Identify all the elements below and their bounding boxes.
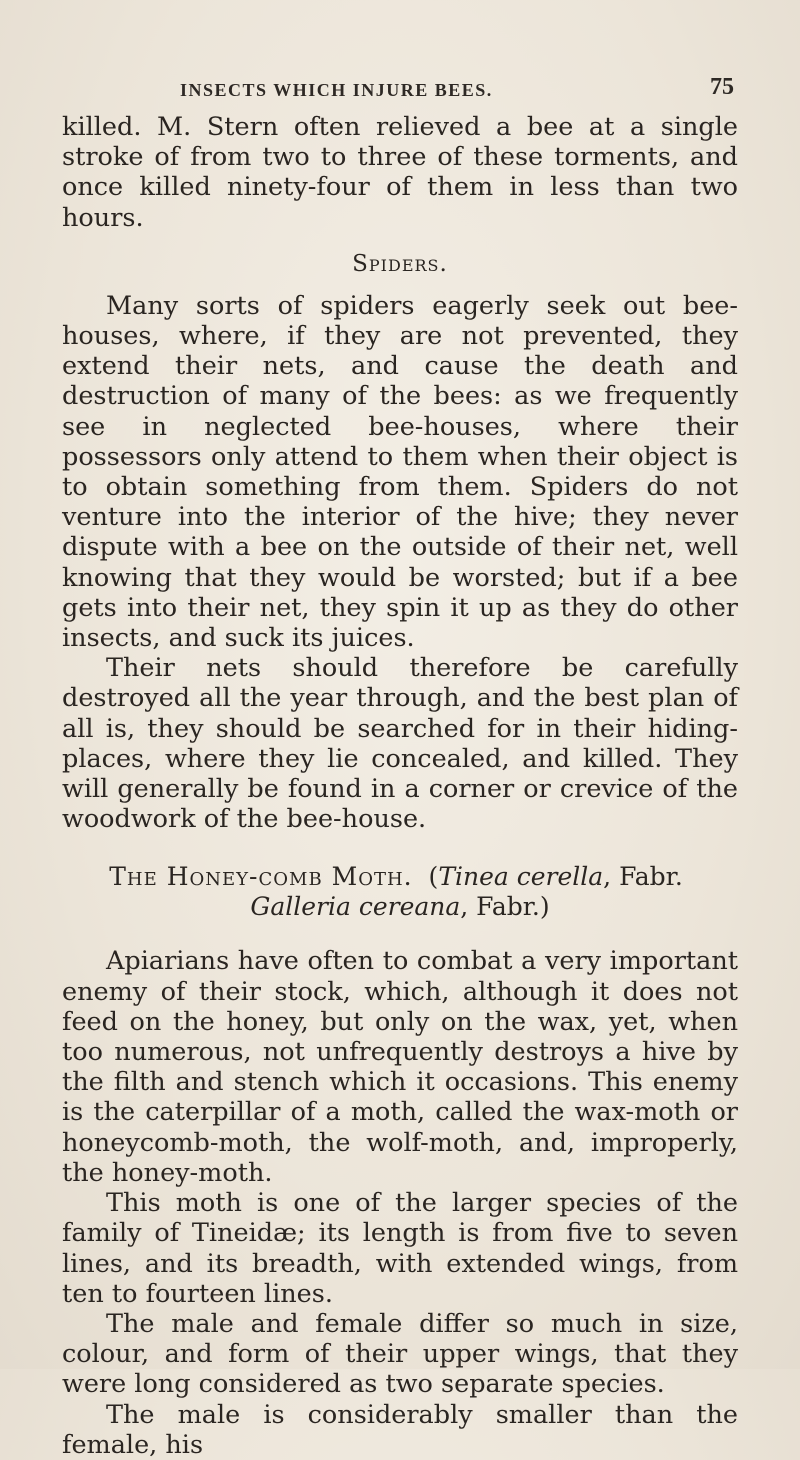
section-heading-spiders: Spiders. bbox=[352, 250, 448, 277]
running-header bbox=[62, 72, 738, 112]
moth-paragraph-2: This moth is one of the larger species of the family of Tineidæ; its length is from five to seven lines, and its breadth, with extended wings, from ten to fourteen lines. bbox=[62, 1188, 738, 1309]
spiders-paragraph-1: Many sorts of spiders eagerly seek out bee-houses, where, if they are not prevented, they extend their nets, and cause the death and destruction of many of the bees: as we frequently see in neglected bee-houses, where their possessors only attend to them when their object is to obtain something from them. Spiders do not venture into the interior of the hive; they never dispute with a bee on the outside of their net, well knowing that they would be worsted; but if a bee gets into their net, they spin it up as they do other insects, and suck its juices. bbox=[62, 290, 738, 654]
moth-heading-authority-2: , Fabr.) bbox=[460, 892, 550, 922]
moth-heading-open-paren: ( bbox=[428, 862, 439, 892]
moth-paragraph-3: The male and female differ so much in size, colour, and form of their upper wings, that they were long considered as two separate species. bbox=[62, 1308, 738, 1400]
moth-paragraph-4: The male is considerably smaller than the female, his bbox=[62, 1399, 738, 1460]
page-number: 75 bbox=[710, 74, 734, 100]
moth-heading-authority-1: , Fabr. bbox=[603, 862, 683, 892]
section-heading-moth bbox=[62, 862, 738, 922]
moth-heading-latin-2: Galleria cereana bbox=[250, 892, 461, 922]
continued-paragraph: killed. M. Stern often relieved a bee at a single stroke of from two to three of these torments, and once killed ninety-four of them in less than two hours. bbox=[62, 112, 738, 233]
moth-heading-title: The Honey-comb Moth. bbox=[109, 862, 413, 892]
moth-paragraph-1: Apiarians have often to combat a very important enemy of their stock, which, although it does not feed on the honey, but only on the wax, yet, when too numerous, not unfrequently destroys a hive by the filth and stench which it occasions. This enemy is the caterpillar of a moth, called the wax-moth or honeycomb-moth, the wolf-moth, and, improperly, the honey-moth. bbox=[62, 946, 738, 1188]
spiders-paragraph-2: Their nets should therefore be carefully destroyed all the year through, and the best plan of all is, they should be searched for in their hiding-places, where they lie concealed, and killed. They will generally be found in a corner or crevice of the woodwork of the bee-house. bbox=[62, 653, 738, 835]
running-title: INSECTS WHICH INJURE BEES. bbox=[180, 80, 493, 100]
moth-heading-latin-1: Tinea cerella bbox=[438, 862, 604, 892]
